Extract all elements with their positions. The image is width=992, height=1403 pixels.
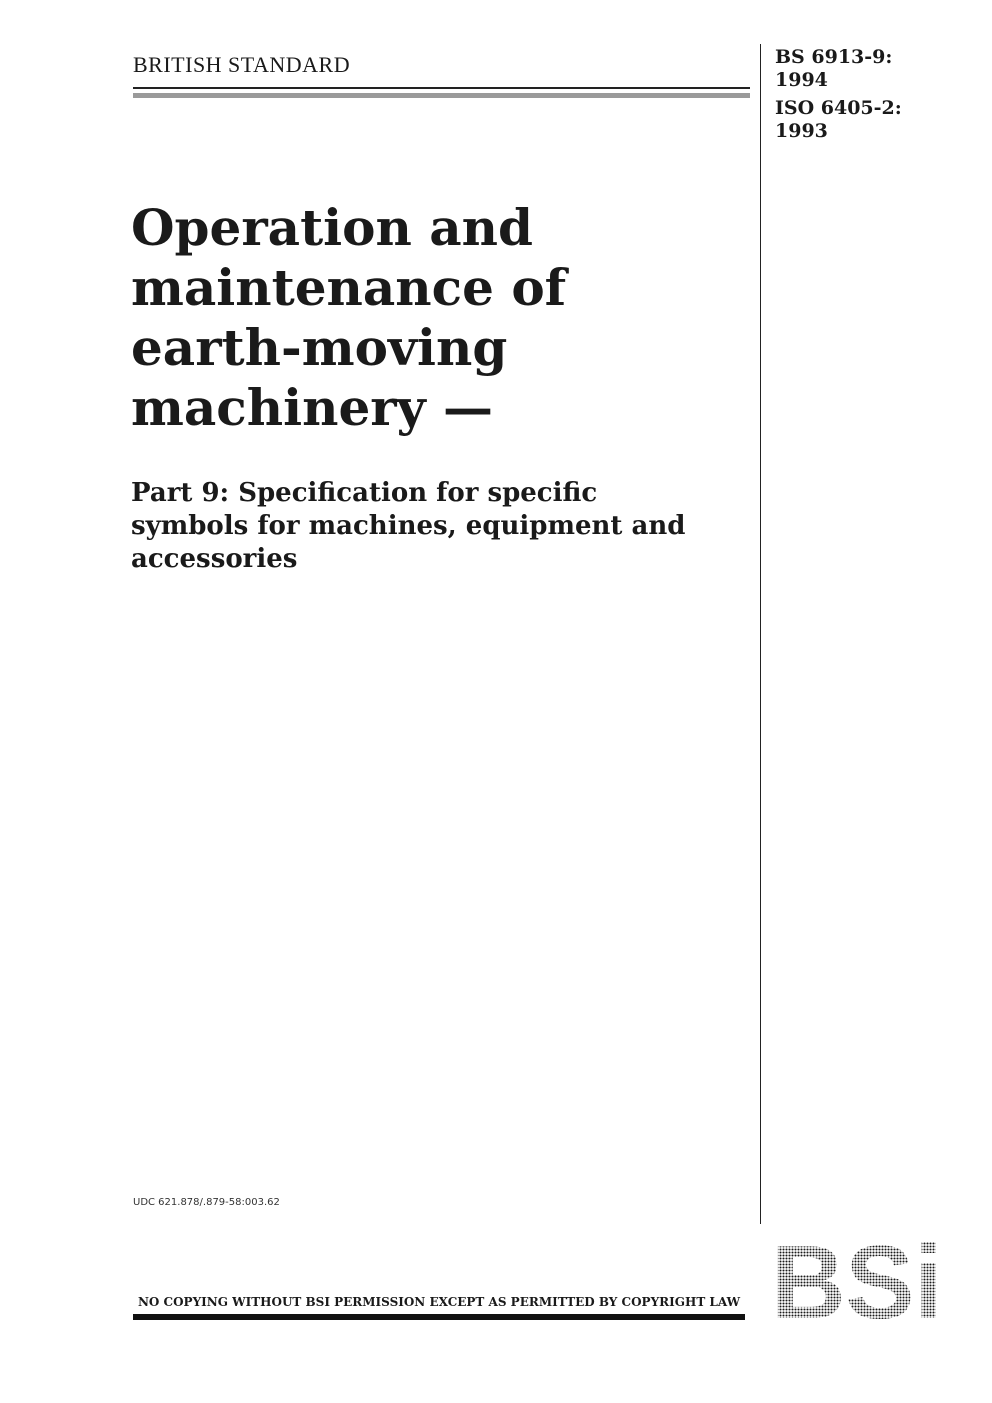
header-rule-grey bbox=[133, 93, 750, 98]
iso-number: ISO 6405-2: bbox=[775, 97, 902, 119]
footer-rule bbox=[133, 1314, 745, 1320]
iso-year: 1993 bbox=[775, 120, 828, 142]
bs-year: 1994 bbox=[775, 69, 828, 91]
document-title bbox=[131, 198, 566, 438]
document-subtitle bbox=[131, 477, 685, 576]
standard-numbers bbox=[775, 46, 902, 143]
margin-divider bbox=[760, 44, 761, 1224]
bsi-logo-icon bbox=[770, 1242, 945, 1322]
subtitle-line: Part 9: Specification for specific bbox=[131, 478, 598, 508]
header-rule-thin bbox=[133, 87, 750, 89]
subtitle-line: symbols for machines, equipment and bbox=[131, 511, 686, 541]
copyright-notice: NO COPYING WITHOUT BSI PERMISSION EXCEPT AS PERMITTED BY COPYRIGHT LAW bbox=[137, 1295, 741, 1309]
title-line: maintenance of bbox=[131, 258, 567, 317]
bsi-logo-text: BSi bbox=[771, 1242, 943, 1322]
title-line: machinery — bbox=[131, 378, 494, 437]
title-line: Operation and bbox=[131, 198, 533, 257]
bs-number: BS 6913-9: bbox=[775, 46, 893, 68]
udc-classification: UDC 621.878/.879-58:003.62 bbox=[133, 1197, 280, 1208]
subtitle-line: accessories bbox=[131, 544, 298, 574]
title-line: earth-moving bbox=[131, 318, 508, 377]
document-series-label: BRITISH STANDARD bbox=[133, 52, 351, 77]
